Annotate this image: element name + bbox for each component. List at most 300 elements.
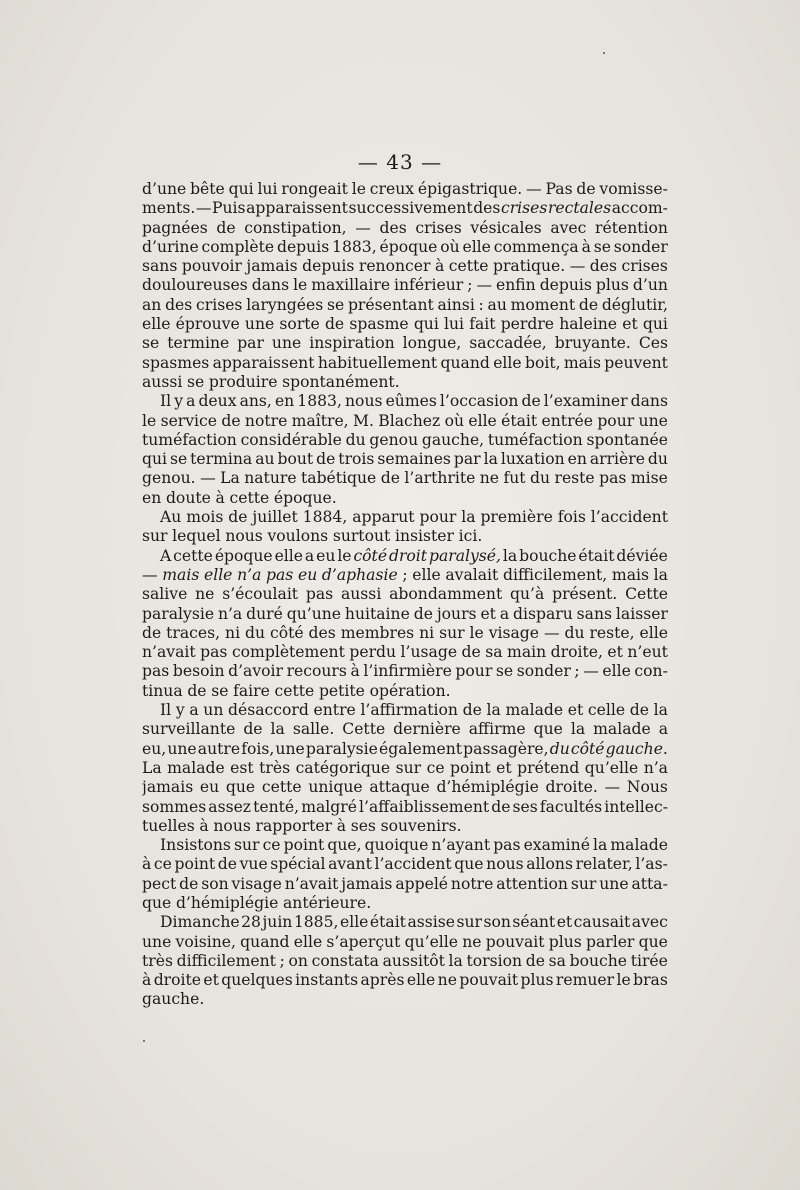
word: n’eut [627,643,668,662]
word: nous [213,816,251,835]
word: elle [339,913,369,932]
word: ne [479,469,500,488]
word: pagnées [142,218,208,237]
text-line [142,952,668,971]
word: elle [274,546,304,565]
word: malade [593,720,651,739]
word: que, [327,836,362,855]
word: A [160,546,172,565]
text-line [142,759,668,778]
word: se [326,295,345,314]
word: d’hémiplégie [436,778,539,797]
word: le [337,546,352,565]
word: attaque [369,778,430,797]
word: difficilement, [502,565,608,584]
word: et [567,701,584,720]
word: petite [318,681,365,700]
word: son [483,913,511,932]
word: elle [412,565,441,584]
word: n’a [643,758,668,777]
word: côté [570,739,605,758]
text-line [142,913,668,932]
word: première [480,508,553,527]
word: pouvait [459,971,519,990]
text-line [142,276,668,295]
margin-speck [143,1040,145,1042]
word: époque. [273,488,337,507]
word: en [142,488,162,507]
word: pas [493,836,521,855]
text-line [142,605,668,624]
word: d’aphasie [321,565,398,584]
word: et [607,643,623,662]
word: Il [160,392,172,411]
word: l’infirmière [363,662,452,681]
word: pas [599,469,627,488]
word: genou [369,430,419,449]
word: mise [630,469,668,488]
word: successivement [348,199,473,218]
word: se [187,372,205,391]
word: mais [162,565,200,584]
word: point [283,836,325,855]
word: 28 [241,913,261,932]
word: épigastrique. [417,180,523,198]
word: époque [379,237,438,256]
word: avant [328,855,372,874]
word: sur [142,527,168,546]
word: de [324,315,345,334]
word: désaccord [228,701,309,720]
word: — [543,623,560,642]
word: l’accident [374,855,452,874]
word: malade [167,758,225,777]
word: de [461,643,481,662]
word: paralysie [305,739,378,758]
word: des [308,623,336,642]
word: gauche, [421,430,485,449]
word: Blachez [378,411,441,430]
text-line [142,219,668,238]
word: apparaissent [246,199,348,218]
word: semaines [377,450,451,469]
word: vésicales [470,218,542,237]
word: ; [402,565,408,584]
word: Cette [625,585,668,604]
word: tabétique [301,469,377,488]
word: notre [244,411,288,430]
word: fois, [241,739,275,758]
word: la [448,951,463,970]
word: du [564,623,585,642]
word: est [230,758,254,777]
word: une [638,411,668,430]
word: relater, [575,855,633,874]
word: La [220,469,240,488]
word: spontanée [586,430,668,449]
word: maxillaire [311,276,391,295]
word: pas [200,643,228,662]
word: avec [631,913,668,932]
word: recours [286,662,347,681]
word: côté [353,546,388,565]
word: eûmes [385,392,437,411]
word: laisser [615,604,668,623]
word: salle. [292,720,335,739]
text-line [142,180,668,199]
word: on [288,951,308,970]
text-line [142,334,668,353]
word: pour [419,508,457,527]
word: aussi [142,372,183,391]
word: s’aperçut [326,932,401,951]
word: cette [448,257,489,276]
word: de [629,701,649,720]
word: la [593,836,608,855]
word: n’a [237,565,262,584]
text-line [142,527,668,546]
word: fut [503,469,526,488]
word: déviée [616,546,668,565]
text-line [142,933,668,952]
word: y [174,392,184,411]
word: éprouve [175,315,240,334]
word: ici. [458,527,483,546]
word: des [589,257,617,276]
word: tuméfaction [487,430,583,449]
word: vomisse- [599,180,668,198]
word: la [483,450,498,469]
word: reste, [589,623,635,642]
text-line [142,257,668,276]
word: également [379,739,463,758]
word: spontanément. [282,372,400,391]
text-line [142,682,668,701]
word: allons [526,855,573,874]
word: l’affirmation [360,701,458,720]
word: par [237,334,264,353]
word: cette [274,681,315,700]
word: gauche. [142,990,205,1009]
word: nous [225,527,263,546]
word: catégorique [295,758,391,777]
word: rongeait [281,180,348,198]
word: sur [570,874,597,893]
word: sonder [516,662,571,681]
text-line [142,566,668,585]
word: de [221,411,241,430]
word: perdu [349,643,397,662]
word: et [496,758,512,777]
word: saccadée, [469,334,547,353]
text-line [142,392,668,411]
text-line [142,836,668,855]
text-line [142,585,668,604]
word: malgré [301,797,357,816]
word: fait [469,315,496,334]
word: mais [563,353,601,372]
word: bras [633,971,668,990]
word: tirée [630,951,668,970]
word: disparu [513,604,573,623]
word: lui [444,315,465,334]
word: ses [512,797,538,816]
word: n’ayant [431,836,491,855]
word: sa [485,643,503,662]
word: La [142,758,162,777]
word: paralysé, [428,546,501,565]
word: quoique [364,836,429,855]
word: elle [602,662,631,681]
word: qu’elle [404,932,459,951]
word: de [142,623,162,642]
text-line [142,817,668,836]
word: genou. [142,469,196,488]
word: ne [195,585,215,604]
word: prétend [517,758,580,777]
word: entre [313,701,356,720]
word: mais [611,565,649,584]
word: juillet [252,508,298,527]
word: de [316,450,336,469]
text-line [142,875,668,894]
word: l’accident [590,508,668,527]
word: difficilement [176,951,276,970]
word: dans [630,392,668,411]
word: sur [395,758,422,777]
word: séant [512,913,556,932]
word: le [351,180,366,198]
word: de [413,604,433,623]
word: cette [229,488,270,507]
word: instants [295,971,359,990]
word: celle [587,701,626,720]
word: accom- [611,199,668,218]
word: le [142,411,157,430]
word: jours [436,604,477,623]
word: complète [201,237,275,256]
word: renoncer [358,257,431,276]
word: dernière [393,720,461,739]
word: malade [505,701,564,720]
word: à [199,816,209,835]
word: le [469,623,484,642]
word: avec [550,218,587,237]
word: inférieur [394,276,464,295]
word: avalait [445,565,499,584]
word: spasme [349,315,409,334]
word: constata [311,951,379,970]
word: n’avait [284,874,339,893]
word: était [578,546,615,565]
page-number: — 43 — [357,150,443,174]
word: de [228,508,248,527]
word: des [165,295,193,314]
word: se [211,681,229,700]
word: le [293,276,308,295]
word: main [507,643,547,662]
word: se [593,237,611,256]
word: qui [413,315,439,334]
word: remuer [555,971,615,990]
word: creux [369,180,415,198]
word: Insistons [160,836,231,855]
word: a [186,392,196,411]
word: intellec- [604,797,668,816]
word: elle [493,353,522,372]
word: an [142,295,162,314]
word: gauche. [605,739,668,758]
word: arrière [589,450,645,469]
word: au [255,450,275,469]
text-line [142,855,668,874]
word: elle [293,932,323,951]
word: qui [228,180,254,198]
word: : [478,295,484,314]
word: ses [350,816,376,835]
word: tuelles [142,816,195,835]
text-line [142,508,668,527]
word: considérable [240,430,342,449]
word: n’avait [142,643,196,662]
word: a [304,546,315,565]
word: à [142,855,152,874]
text-line [142,412,668,431]
word: son [201,874,229,893]
word: parler [585,932,635,951]
word: pratique. [492,257,566,276]
word: apparaissent [212,353,315,372]
word: ainsi [437,295,475,314]
word: membres [340,623,415,642]
word: service [160,411,218,430]
word: — [200,469,216,488]
word: opération. [369,681,451,700]
word: tinua [142,681,183,700]
text-line [142,354,668,373]
word: sa [548,951,566,970]
word: facultés [539,797,603,816]
word: quand [240,932,290,951]
word: à [581,237,591,256]
word: une [599,874,629,893]
word: plus [520,971,554,990]
word: l’arthrite [404,469,476,488]
word: fois [557,508,586,527]
word: laryngées [246,295,324,314]
word: torsion [466,951,523,970]
word: depuis [276,237,330,256]
word: la [270,720,285,739]
word: voulons [267,527,329,546]
word: doute [165,488,211,507]
word: sur [456,913,482,932]
word: la [461,508,476,527]
word: de [216,218,236,237]
word: elle [142,315,171,334]
text-line [142,199,668,218]
margin-speck [603,52,605,54]
word: que [454,855,484,874]
word: un [203,701,224,720]
word: sur [439,623,465,642]
word: paralysie [142,604,215,623]
word: nous [345,392,383,411]
word: Au [160,508,182,527]
word: huitaine [344,604,410,623]
word: ne [437,971,457,990]
word: duré [246,604,283,623]
word: pour [597,411,635,430]
word: très [142,951,173,970]
word: du [245,623,266,642]
word: mois [186,508,224,527]
word: ni [225,623,241,642]
text-line [142,450,668,469]
word: pect [142,874,177,893]
word: la [486,701,501,720]
word: pouvoir [181,257,242,276]
word: point [174,855,216,874]
word: cette [261,778,302,797]
word: assise [407,913,455,932]
word: notre [450,874,494,893]
word: était [369,913,406,932]
word: ; [279,951,285,970]
word: à [215,488,225,507]
word: rétention [595,218,668,237]
word: ans, [239,392,272,411]
word: du [647,450,668,469]
word: d’avoir [228,662,283,681]
word: de [491,797,511,816]
word: attention [496,874,568,893]
word: ce [262,836,281,855]
word: maître, [291,411,349,430]
word: eu [316,546,336,565]
word: trois [338,450,375,469]
word: habituellement [317,353,438,372]
word: pour [455,662,493,681]
word: se [142,334,160,353]
word: se [169,450,188,469]
word: et [203,971,219,990]
word: d’urine [142,237,199,256]
word: aussitôt [382,951,445,970]
word: se [495,662,514,681]
word: examiné [523,836,590,855]
word: de [462,701,482,720]
word: pas [142,662,170,681]
word: — [355,218,371,237]
word: Pas [545,180,573,198]
word: perdre [500,315,555,334]
word: présent. [552,585,618,604]
word: une [167,739,197,758]
text-line [142,778,668,797]
word: à [336,816,347,835]
word: vue [239,855,268,874]
word: Ces [638,334,668,353]
word: spécial [270,855,326,874]
word: y [175,701,185,720]
word: jamais [142,778,194,797]
word: sorte [279,315,320,334]
word: en [567,450,587,469]
word: de [521,392,541,411]
word: Dimanche [160,913,240,932]
word: époque [214,546,273,565]
